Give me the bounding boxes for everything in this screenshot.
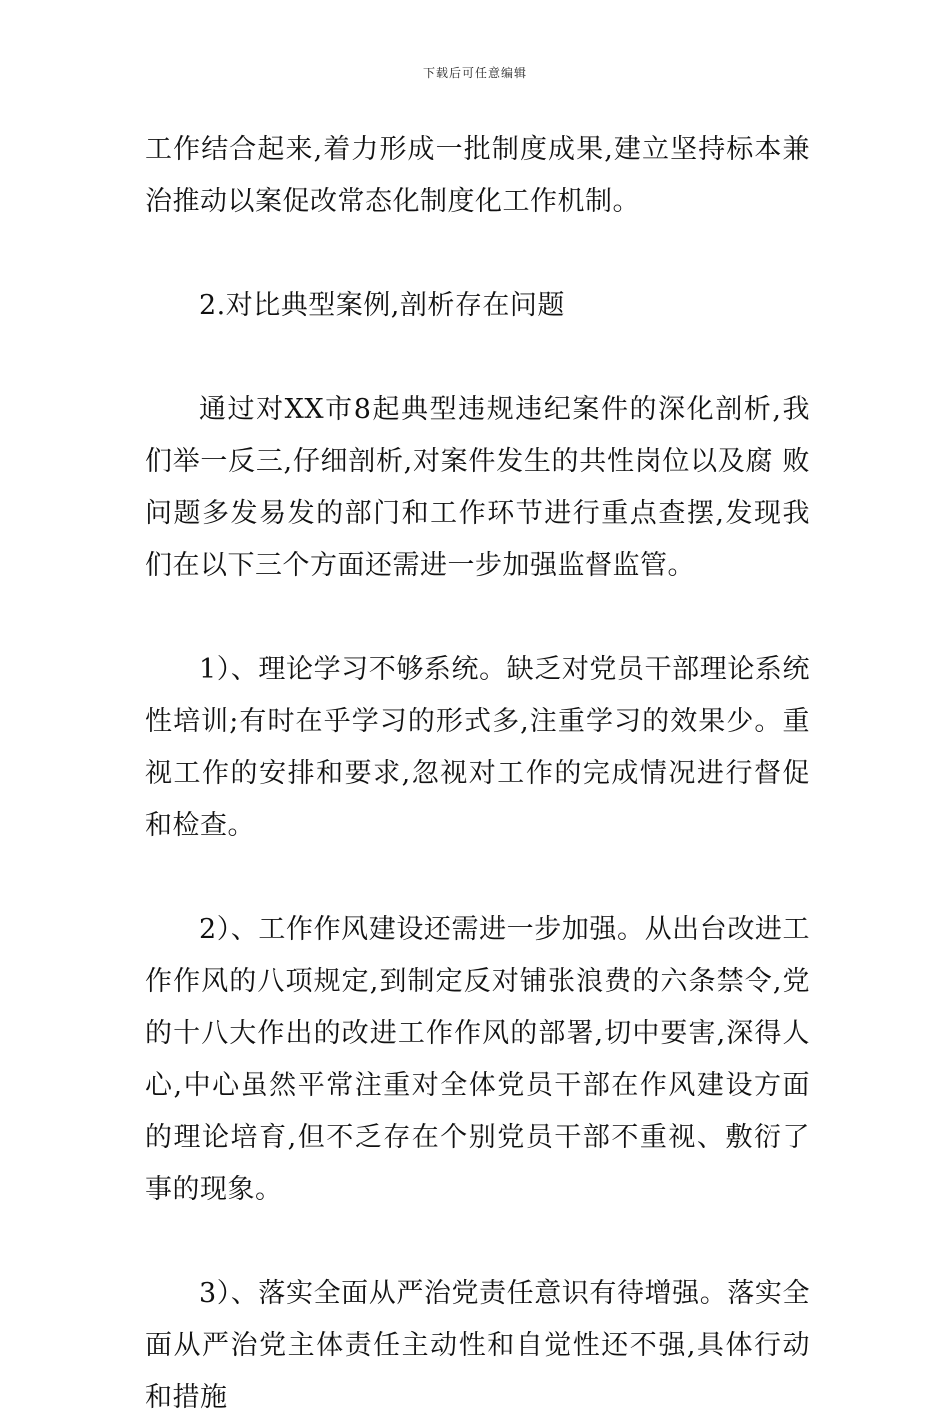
paragraph-spacer [145,1216,810,1268]
section-heading: 2.对比典型案例,剖析存在问题 [199,290,565,321]
paragraph-continuation: 工作结合起来,着力形成一批制度成果,建立坚持标本兼治推动以案促改常态化制度化工作机制。 [145,134,810,217]
document-body [145,124,810,1424]
paragraph-case-analysis: 通过对XX市8起典型违规违纪案件的深化剖析,我们举一反三,仔细剖析,对案件发生的共性岗位以及腐 败问题多发易发的部门和工作环节进行重点查摆,发现我们在以下三个方面还需进一步加强监督监管。 [145,394,810,581]
paragraph-spacer [145,852,810,904]
paragraph-issue-3: 3）、落实全面从严治党责任意识有待增强。落实全面从严治党主体责任主动性和自觉性还不强,具体行动和措施 [145,1278,810,1413]
paragraph-issue-1: 1）、理论学习不够系统。缺乏对党员干部理论系统性培训;有时在乎学习的形式多,注重学习的效果少。重视工作的安排和要求,忽视对工作的完成情况进行督促和检查。 [145,654,810,841]
paragraph-issue-2: 2）、工作作风建设还需进一步加强。从出台改进工作作风的八项规定,到制定反对铺张浪费的六条禁令,党的十八大作出的改进工作作风的部署,切中要害,深得人心,中心虽然平常注重对全体党员干部在作风建设方面的理论培育,但不乏存在个别党员干部不重视、敷衍了事的现象。 [145,914,810,1205]
paragraph-spacer [145,228,810,280]
paragraph-spacer [145,592,810,644]
paragraph-spacer [145,332,810,384]
header-note: 下载后可任意编辑 [422,66,527,80]
